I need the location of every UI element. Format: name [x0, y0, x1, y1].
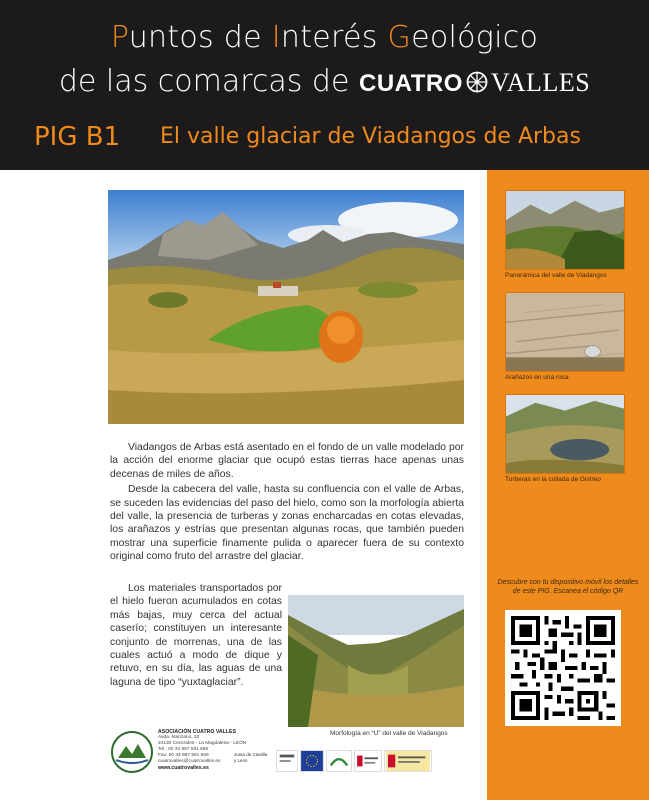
sponsor-logo-1 [276, 750, 298, 772]
assoc-address: Avda. Manzano, 32 [158, 735, 200, 740]
pig-title: El valle glaciar de Viadangos de Arbas [160, 124, 581, 149]
qr-code[interactable] [505, 610, 621, 726]
assoc-name: ASOCIACIÓN CUATRO VALLES [158, 729, 236, 735]
paragraph-2: Desde la cabecera del valle, hasta su confluencia con el valle de Arbas, se suceden las evidencias del paso del hielo, como son la morfología abierta del valle, la presencia de turberas y zonas encharcadas en cotas elevadas, los arañazos y estrías que presentan algunas rocas, que también pueden mostrar una superficie finamente pulida o aparecer fuera de su contexto original como fruto del arrastre del glaciar. [110, 484, 464, 563]
title-initial: I [271, 20, 281, 55]
body-text-narrow [110, 582, 282, 689]
main-title [0, 20, 649, 55]
pig-code: PIG B1 [34, 122, 121, 152]
brand-light: VALLES [490, 68, 591, 97]
scratched-rock-photo [505, 292, 625, 372]
peat-bog-caption: Turberas en la collada de Gistreo [505, 476, 601, 483]
main-valley-photo [108, 190, 464, 424]
header-banner [0, 0, 649, 170]
title-segment: nterés [280, 20, 388, 55]
u-valley-caption: Morfología en “U” del valle de Viadangos [330, 730, 448, 737]
assoc-fax: Fax: 00 34 987 581 668 [158, 753, 209, 758]
paragraph-1: Viadangos de Arbas está asentado en el fondo de un valle modelado por la acción del enorme glaciar que ocupó estas tierras hace apenas unas decenas de miles de años. [110, 442, 464, 480]
ministry-logo-icon [384, 750, 432, 772]
qr-instructions: Descubre con tu dispositivo móvil los detalles de este PIG. Escanea el código QR [497, 579, 639, 595]
assoc-website[interactable]: www.cuatrovalles.es [158, 765, 209, 771]
assoc-phone: Tel.: 00 34 987 581 666 [158, 747, 209, 752]
body-text [110, 441, 464, 566]
brand-bold: CUATRO [358, 70, 463, 97]
title-segment: untos de [128, 20, 272, 55]
assoc-email: cuatrovalles@cuatrovalles.es [158, 759, 221, 764]
valley-panorama-photo [505, 190, 625, 270]
paragraph-3: Los materiales transportados por el hielo fueron acumulados en cotas más bajas, muy cerca del actual caserío; constituyen un interesante conjunto de morrenas, una de las cuales actuó a modo de dique y retuvo, en su día, las aguas de una laguna de tipo “yuxtaglaciar”. [110, 583, 282, 688]
subtitle-text: de las comarcas de [58, 64, 350, 99]
sponsor-junta-logo [232, 750, 272, 772]
subtitle [0, 64, 649, 99]
peat-bog-photo [505, 394, 625, 474]
junta-label: Junta de Castilla y León [234, 752, 268, 763]
cuatro-valles-association-logo-icon [110, 730, 154, 774]
four-valleys-logo-icon [466, 71, 488, 93]
assoc-city: 24130 Cerezales - La Magdalena - LEÓN [158, 741, 247, 746]
eu-flag-icon [300, 750, 324, 772]
title-initial: G [387, 20, 412, 55]
panorama-caption: Panorámica del valle de Viadangos [505, 272, 607, 279]
title-segment: eológico [411, 20, 539, 55]
title-initial: P [110, 20, 129, 55]
spain-gov-logo-icon [354, 750, 382, 772]
u-valley-photo [288, 595, 464, 727]
leader-logo-icon [326, 750, 352, 772]
scratches-caption: Arañazos en una roca [505, 374, 569, 381]
qr-code-icon [511, 616, 615, 720]
